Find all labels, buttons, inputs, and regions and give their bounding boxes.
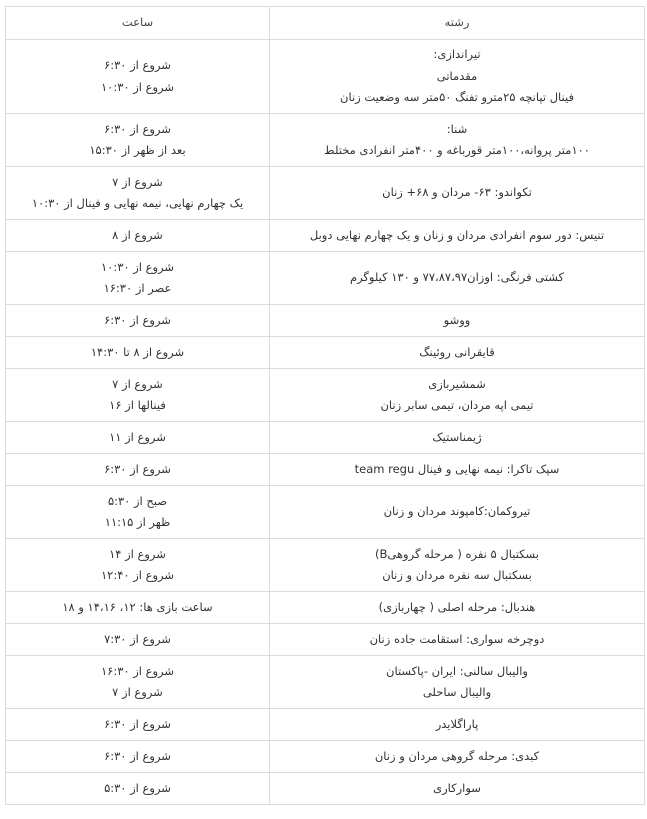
- sport-cell: [270, 773, 645, 805]
- time-text: ظهر از ۱۱:۱۵: [104, 515, 171, 529]
- table-row: [6, 741, 645, 773]
- time-text: شروع از ۶:۳۰: [104, 461, 171, 476]
- time-cell: [6, 741, 270, 773]
- sport-text: تیمی اپه مردان، تیمی سابر زنان: [380, 398, 534, 412]
- time-text: شروع از ۶:۳۰: [104, 312, 171, 327]
- time-text: شروع از ۱۲:۴۰: [100, 568, 175, 582]
- time-cell: [6, 167, 270, 220]
- sport-text: ووشو: [443, 312, 471, 327]
- table-header-row: [6, 7, 645, 40]
- time-text: شروع از ۸ تا ۱۴:۳۰: [90, 344, 185, 359]
- sport-cell: [270, 486, 645, 539]
- sport-text: کبدی: مرحله گروهی مردان و زنان: [374, 748, 540, 763]
- sport-text: شنا:: [446, 121, 468, 136]
- sport-cell: [270, 539, 645, 592]
- header-sport: رشته: [270, 7, 645, 40]
- table-row: [6, 220, 645, 252]
- time-cell: [6, 454, 270, 486]
- time-cell: [6, 624, 270, 656]
- sport-cell: [270, 624, 645, 656]
- sport-cell: [270, 454, 645, 486]
- sport-cell: [270, 709, 645, 741]
- sport-text: پاراگلایدر: [435, 716, 479, 731]
- sport-cell: [270, 220, 645, 252]
- sport-cell: [270, 167, 645, 220]
- sport-text: قایقرانی روئینگ: [419, 344, 495, 359]
- sport-cell: [270, 305, 645, 337]
- sport-cell: [270, 422, 645, 454]
- table-row: [6, 592, 645, 624]
- time-text: شروع از ۱۴: [109, 546, 166, 561]
- time-text: شروع از ۶:۳۰: [104, 716, 171, 731]
- header-time: ساعت: [6, 7, 270, 40]
- time-cell: [6, 337, 270, 369]
- time-cell: [6, 592, 270, 624]
- table-row: [6, 486, 645, 539]
- table-row: [6, 114, 645, 167]
- sport-text: تنیس: دور سوم انفرادی مردان و زنان و یک چهارم نهایی دوبل: [309, 227, 605, 242]
- time-cell: [6, 40, 270, 114]
- sport-cell: [270, 741, 645, 773]
- time-cell: [6, 486, 270, 539]
- time-text: شروع از ۷: [112, 376, 163, 391]
- sport-text: شمشیربازی: [428, 376, 486, 391]
- table-row: [6, 305, 645, 337]
- time-cell: [6, 773, 270, 805]
- time-text: شروع از ۶:۳۰: [104, 121, 171, 136]
- sport-cell: [270, 369, 645, 422]
- sport-text: دوچرخه سواری: استقامت جاده زنان: [369, 631, 545, 646]
- table-row: [6, 40, 645, 114]
- time-text: شروع از ۷: [112, 685, 163, 699]
- sport-cell: [270, 337, 645, 369]
- schedule-table: [5, 6, 645, 805]
- sport-text: کشتی فرنگی: اوزان۷۷،۸۷،۹۷ و ۱۳۰ کیلوگرم: [349, 270, 565, 285]
- time-text: صبح از ۵:۳۰: [107, 493, 168, 508]
- table-row: [6, 656, 645, 709]
- time-cell: [6, 422, 270, 454]
- table-row: [6, 252, 645, 305]
- time-text: شروع از ۵:۳۰: [104, 780, 171, 795]
- sport-text: ژیمناستیک: [432, 429, 482, 444]
- sport-cell: [270, 656, 645, 709]
- time-text: بعد از ظهر از ۱۵:۳۰: [89, 143, 186, 157]
- sport-text: بسکتبال سه نفره مردان و زنان: [382, 568, 532, 582]
- table-row: [6, 709, 645, 741]
- time-text: شروع از ۷: [112, 174, 163, 189]
- sport-text: ۱۰۰متر پروانه،۱۰۰متر قورباغه و ۴۰۰متر انفرادی مختلط: [324, 143, 590, 157]
- time-text: شروع از ۱۰:۳۰: [100, 259, 175, 274]
- time-text: شروع از ۱۱: [109, 429, 166, 444]
- table-row: [6, 337, 645, 369]
- sport-text: تیروکمان:کامپوند مردان و زنان: [383, 504, 531, 519]
- sport-cell: [270, 114, 645, 167]
- sport-text: بسکتبال ۵ نفره ( مرحله گروهیB): [375, 546, 539, 561]
- sport-text: تیراندازی:: [433, 47, 481, 62]
- time-text: شروع از ۸: [112, 227, 163, 242]
- time-cell: [6, 305, 270, 337]
- sport-text: فینال تپانچه ۲۵مترو تفنگ ۵۰متر سه وضعیت زنان: [340, 90, 574, 105]
- table-row: [6, 422, 645, 454]
- time-text: یک چهارم نهایی، نیمه نهایی و فینال از ۱۰:۳۰: [31, 196, 244, 210]
- sport-cell: [270, 252, 645, 305]
- sport-text: سپک تاکرا: نیمه نهایی و فینال team regu: [354, 461, 560, 476]
- table-row: [6, 624, 645, 656]
- sport-text: تکواندو: ۶۳- مردان و ۶۸+ زنان: [382, 185, 532, 200]
- time-text: شروع از ۱۶:۳۰: [100, 663, 175, 678]
- time-text: شروع از ۷:۳۰: [104, 631, 171, 646]
- sport-cell: [270, 592, 645, 624]
- time-cell: [6, 539, 270, 592]
- table-row: [6, 454, 645, 486]
- sport-text: سوارکاری: [433, 780, 481, 795]
- schedule-container: [5, 6, 644, 805]
- table-row: [6, 167, 645, 220]
- time-cell: [6, 709, 270, 741]
- time-text: شروع از ۱۰:۳۰: [100, 79, 175, 94]
- table-row: [6, 773, 645, 805]
- sport-text: والیبال ساحلی: [422, 685, 492, 699]
- sport-text: والیبال سالنی: ایران -پاکستان: [386, 663, 528, 678]
- time-cell: [6, 220, 270, 252]
- time-text: فینالها از ۱۶: [109, 398, 166, 412]
- time-cell: [6, 656, 270, 709]
- table-row: [6, 539, 645, 592]
- table-body: [6, 40, 645, 805]
- time-cell: [6, 252, 270, 305]
- time-text: شروع از ۶:۳۰: [104, 748, 171, 763]
- time-text: ساعت بازی ها: ۱۲، ۱۴،۱۶ و ۱۸: [62, 599, 213, 614]
- time-text: عصر از ۱۶:۳۰: [103, 281, 172, 295]
- time-text: شروع از ۶:۳۰: [104, 58, 171, 72]
- time-cell: [6, 369, 270, 422]
- sport-text: هندبال: مرحله اصلی ( چهاربازی): [378, 599, 536, 614]
- table-row: [6, 369, 645, 422]
- sport-cell: [270, 40, 645, 114]
- sport-text: مقدماتی: [436, 68, 478, 83]
- time-cell: [6, 114, 270, 167]
